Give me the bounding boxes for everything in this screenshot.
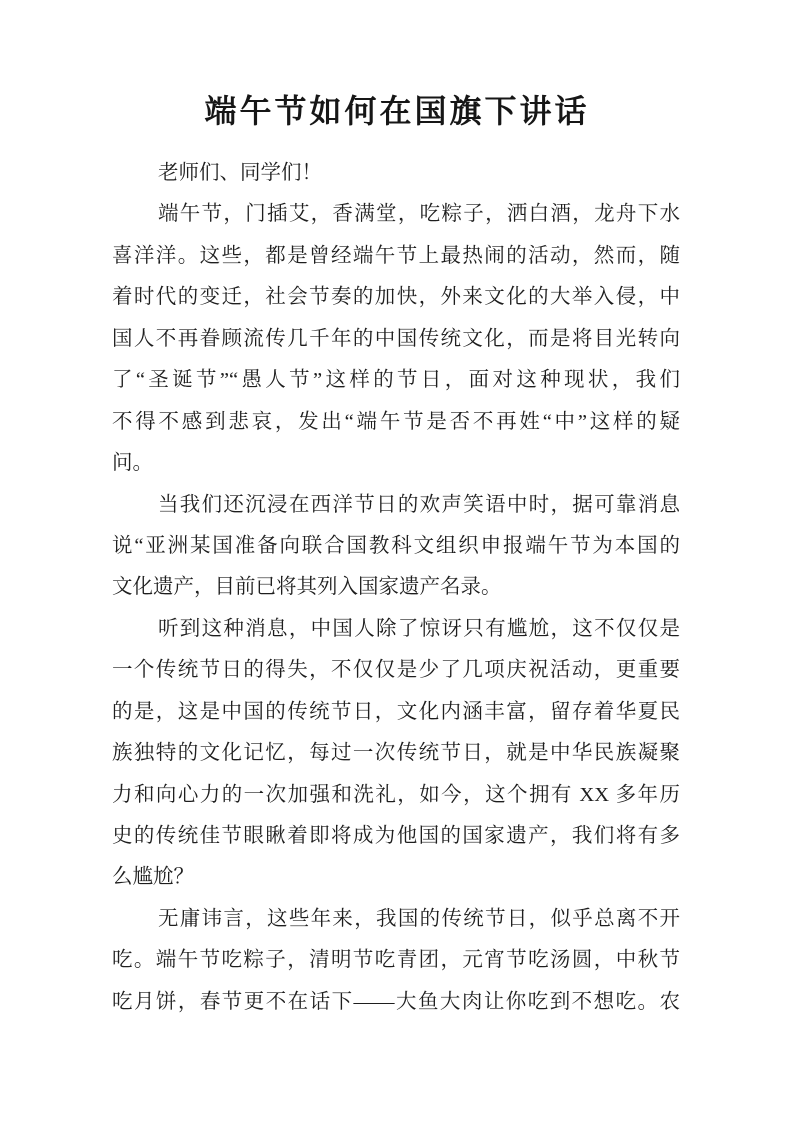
text-line: 当我们还沉浸在西洋节日的欢声笑语中时，据可靠消息 bbox=[158, 493, 680, 516]
text-line: 问。 bbox=[112, 452, 153, 475]
text-line: 老师们、同学们！ bbox=[158, 162, 322, 184]
text-line: 了“圣诞节”“愚人节”这样的节日，面对这种现状，我们 bbox=[112, 369, 680, 392]
text-line: 不得不感到悲哀，发出“端午节是否不再姓“中”这样的疑 bbox=[112, 410, 680, 433]
text-line: 史的传统佳节眼瞅着即将成为他国的国家遗产，我们将有多 bbox=[112, 825, 680, 847]
text-line: 族独特的文化记忆，每过一次传统节日，就是中华民族凝聚 bbox=[112, 742, 680, 765]
page-title: 端午节如何在国旗下讲话 bbox=[204, 93, 590, 129]
text-line: 么尴尬？ bbox=[112, 866, 194, 889]
text-line: 端午节，门插艾，香满堂，吃粽子，洒白酒，龙舟下水 bbox=[158, 203, 680, 226]
text-line: 无庸讳言，这些年来，我国的传统节日，似乎总离不开 bbox=[158, 907, 680, 930]
document-body bbox=[112, 153, 680, 1023]
text-line: 听到这种消息，中国人除了惊讶只有尴尬，这不仅仅是 bbox=[158, 617, 680, 640]
text-line: 吃月饼，春节更不在话下——大鱼大肉让你吃到不想吃。农 bbox=[112, 990, 680, 1013]
text-line: 喜洋洋。这些，都是曾经端午节上最热闹的活动，然而，随 bbox=[112, 244, 680, 267]
text-line: 说“亚洲某国准备向联合国教科文组织申报端午节为本国的 bbox=[112, 534, 680, 557]
text-line: 一个传统节日的得失，不仅仅是少了几项庆祝活动，更重要 bbox=[112, 659, 680, 682]
text-line: 吃。端午节吃粽子，清明节吃青团，元宵节吃汤圆，中秋节 bbox=[112, 949, 680, 972]
text-line: 着时代的变迁，社会节奏的加快，外来文化的大举入侵，中 bbox=[112, 286, 680, 309]
text-line: 力和向心力的一次加强和洗礼，如今，这个拥有 XX 多年历 bbox=[112, 783, 680, 806]
text-line: 国人不再眷顾流传几千年的中国传统文化，而是将目光转向 bbox=[112, 327, 680, 350]
text-line: 的是，这是中国的传统节日，文化内涵丰富，留存着华夏民 bbox=[112, 700, 680, 723]
text-line: 文化遗产，目前已将其列入国家遗产名录。 bbox=[112, 576, 502, 599]
